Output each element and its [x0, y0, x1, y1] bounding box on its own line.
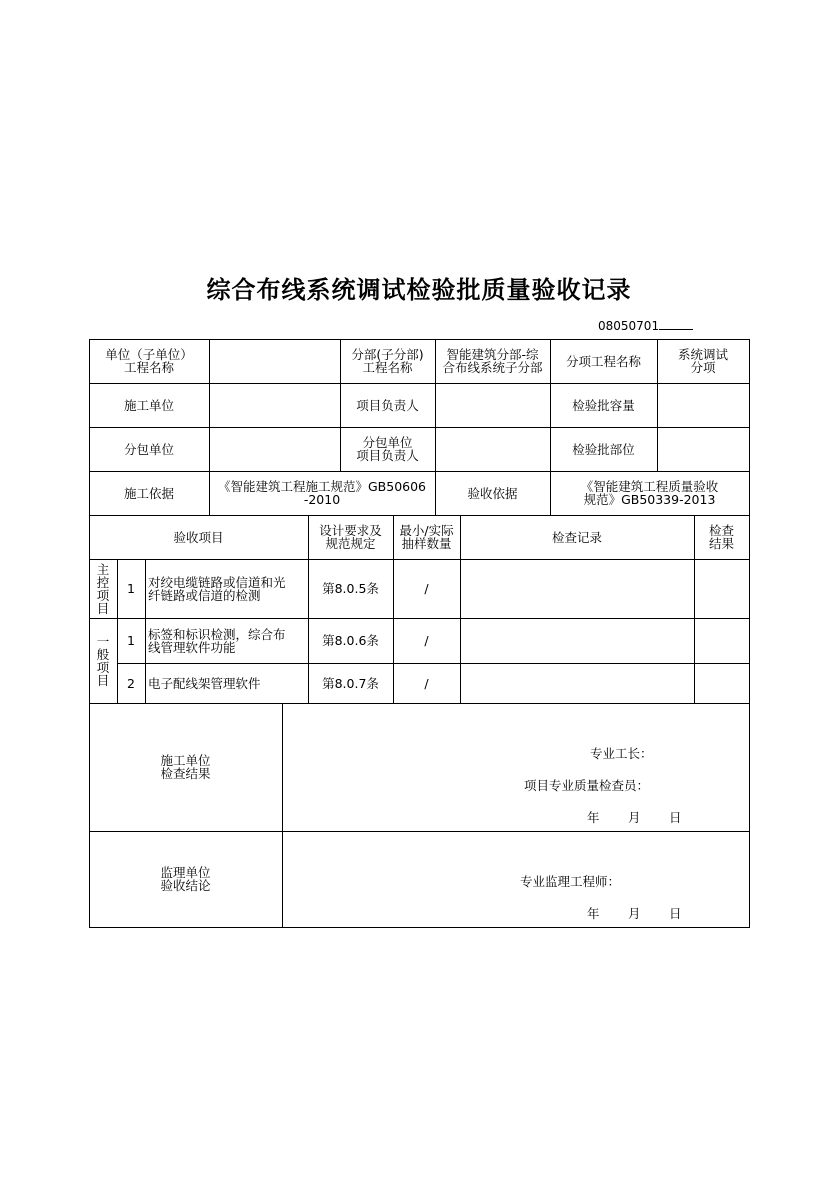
sub-manager-label: 分包单位 项目负责人 [356, 435, 419, 463]
foreman-label: 专业工长： [590, 746, 653, 761]
batch-capacity-value [657, 383, 749, 427]
batch-capacity-label: 检验批容量 [572, 397, 635, 413]
supervisor-month-label: 月 [628, 906, 641, 921]
row-result [694, 663, 749, 703]
quality-inspector-label: 项目专业质量检查员： [524, 778, 650, 793]
acceptance-basis-label: 验收依据 [467, 485, 518, 501]
sub-manager-value [435, 427, 550, 471]
supervisor-check-label: 监理单位 验收结论 [160, 865, 211, 893]
division-label: 分部(子分部) 工程名称 [351, 347, 424, 375]
row-design: 第8.0.7条 [322, 675, 379, 691]
batch-location-label: 检验批部位 [572, 441, 635, 457]
grid-line [89, 927, 750, 928]
contractor-value [209, 383, 340, 427]
page-title: 综合布线系统调试检验批质量验收记录 [206, 275, 632, 304]
row-item: 标签和标识检测，综合布 线管理软件功能 [148, 626, 286, 655]
supervising-engineer-label: 专业监理工程师： [520, 874, 621, 889]
row-number: 1 [127, 633, 135, 648]
batch-location-value [657, 427, 749, 471]
column-header-result: 检查 结果 [708, 523, 734, 551]
row-sample: / [424, 581, 429, 596]
row-design: 第8.0.6条 [322, 633, 379, 648]
general-group-label: 一 般 项 目 [96, 633, 110, 688]
acceptance-basis-value: 《智能建筑工程质量验收 规范》GB50339-2013 [580, 479, 719, 507]
record-code-blank [659, 318, 693, 330]
row-item: 对绞电缆链路或信道和光 纤链路或信道的检测 [148, 574, 286, 603]
project-manager-value [435, 383, 550, 427]
row-result [694, 559, 749, 618]
construction-basis-label: 施工依据 [123, 485, 174, 501]
contractor-year-label: 年 [587, 810, 600, 825]
contractor-day-label: 日 [669, 810, 682, 825]
row-record [460, 618, 694, 663]
column-header-item: 验收项目 [173, 529, 224, 545]
division-value: 智能建筑分部-综 合布线系统子分部 [442, 347, 543, 375]
unit-name-value [209, 339, 340, 383]
grid-line [282, 703, 283, 927]
column-header-record: 检查记录 [551, 529, 602, 545]
row-sample: / [424, 633, 429, 648]
supervisor-year-label: 年 [587, 906, 600, 921]
row-number: 1 [127, 581, 135, 596]
contractor-label: 施工单位 [123, 397, 174, 413]
project-manager-label: 项目负责人 [356, 397, 419, 413]
row-design: 第8.0.5条 [322, 581, 379, 596]
subcontractor-label: 分包单位 [123, 441, 174, 457]
subitem-value: 系统调试 分项 [677, 347, 728, 375]
contractor-month-label: 月 [628, 810, 641, 825]
column-header-sample: 最小/实际 抽样数量 [399, 523, 454, 551]
supervisor-day-label: 日 [669, 906, 682, 921]
record-code [598, 318, 693, 333]
row-number: 2 [127, 675, 135, 691]
row-record [460, 559, 694, 618]
main-group-label: 主 控 项 目 [96, 561, 110, 616]
row-item: 电子配线架管理软件 [148, 675, 261, 691]
unit-name-label: 单位（子单位） 工程名称 [105, 347, 193, 375]
row-sample: / [424, 675, 429, 691]
row-result [694, 618, 749, 663]
subitem-label: 分项工程名称 [565, 353, 641, 369]
contractor-check-label: 施工单位 检查结果 [160, 753, 211, 781]
column-header-design: 设计要求及 规范规定 [319, 523, 382, 551]
subcontractor-value [209, 427, 340, 471]
row-record [460, 663, 694, 703]
record-code-number: 08050701 [598, 319, 660, 333]
construction-basis-value: 《智能建筑工程施工规范》GB50606 -2010 [217, 479, 427, 507]
